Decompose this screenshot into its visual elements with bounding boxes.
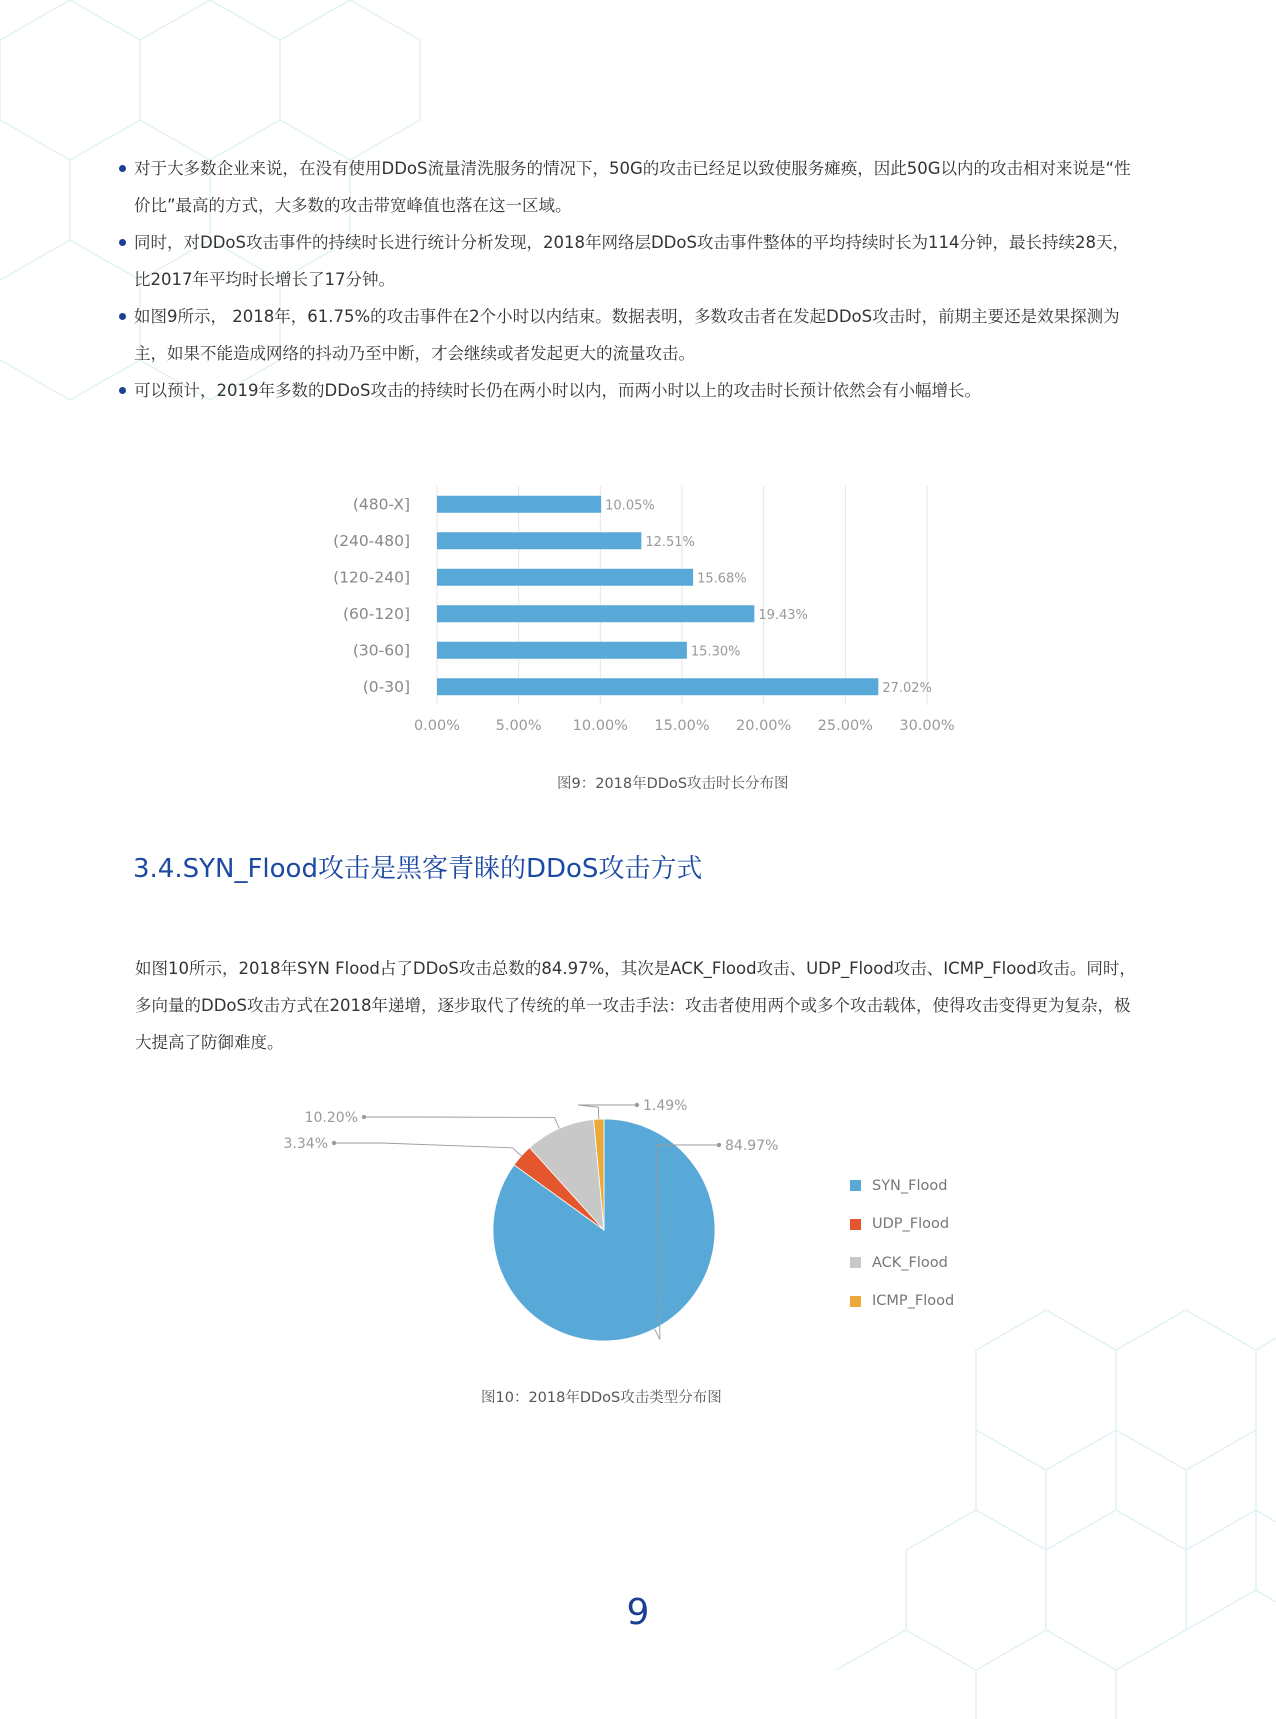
figure10-caption: 图10：2018年DDoS攻击类型分布图 — [481, 1390, 722, 1406]
x-tick-label: 20.00% — [736, 718, 792, 734]
legend-item-udp — [850, 1215, 954, 1234]
bar-value-label: 15.68% — [697, 571, 747, 587]
bar-value-label: 15.30% — [690, 644, 741, 660]
bullet-item: 如图9所示， 2018年，61.75%的攻击事件在2个小时以内结束。数据表明，多数攻击者在发起DDoS攻击时，前期主要还是效果探测为主，如果不能造成网络的抖动乃至中断，才会继续或者发起更大的流量攻击。 — [118, 298, 1138, 372]
bar — [437, 569, 693, 586]
bar-value-label: 19.43% — [758, 607, 808, 623]
bullet-item: 同时，对DDoS攻击事件的持续时长进行统计分析发现，2018年网络层DDoS攻击事件整体的平均持续时长为114分钟，最长持续28天，比2017年平均时长增长了17分钟。 — [118, 224, 1138, 298]
pie-leader-line — [334, 1143, 521, 1156]
duration-bar-chart — [300, 480, 980, 750]
y-category-label: (480-X] — [352, 495, 410, 514]
y-category-label: (240-480] — [333, 531, 410, 550]
bar-value-label: 27.02% — [882, 680, 932, 696]
x-tick-label: 15.00% — [654, 718, 710, 734]
y-category-label: (60-120] — [343, 604, 410, 623]
legend-label: ICMP_Flood — [872, 1293, 955, 1309]
page-number: 9 — [626, 1592, 650, 1633]
hex-background-bottom — [836, 1290, 1276, 1719]
y-category-label: (120-240] — [333, 568, 410, 587]
legend-swatch — [850, 1296, 861, 1307]
legend-swatch — [850, 1180, 861, 1191]
bar-value-label: 12.51% — [645, 534, 695, 550]
x-tick-label: 30.00% — [899, 718, 955, 734]
bullet-item: 对于大多数企业来说，在没有使用DDoS流量清洗服务的情况下，50G的攻击已经足以致使服务瘫痪，因此50G以内的攻击相对来说是“性价比”最高的方式，大多数的攻击带宽峰值也落在这一区域。 — [118, 150, 1138, 224]
pie-leader-dot — [717, 1143, 721, 1147]
bar — [437, 678, 878, 695]
section-paragraph: 如图10所示，2018年SYN Flood占了DDoS攻击总数的84.97%，其次是ACK_Flood攻击、UDP_Flood攻击、ICMP_Flood攻击。同时，多向量的DDoS攻击方式在2018年递增，逐步取代了传统的单一攻击手法：攻击者使用两个或多个攻击载体，使得攻击变得更为复杂，极大提高了防御难度。 — [135, 959, 1136, 1052]
bar — [437, 605, 754, 622]
pie-value-label: 84.97% — [725, 1138, 779, 1154]
attack-type-pie-chart — [283, 1085, 820, 1365]
bullet-item: 可以预计，2019年多数的DDoS攻击的持续时长仍在两小时以内，而两小时以上的攻击时长预计依然会有小幅增长。 — [118, 372, 1138, 409]
bar — [437, 532, 641, 549]
pie-value-label: 10.20% — [304, 1110, 358, 1126]
legend-label: ACK_Flood — [872, 1254, 948, 1271]
pie-leader-line — [578, 1105, 637, 1119]
x-tick-label: 10.00% — [572, 718, 628, 734]
bar — [437, 642, 687, 659]
legend-item-syn — [850, 1176, 954, 1195]
bar — [437, 496, 601, 513]
y-category-label: (30-60] — [352, 641, 410, 660]
legend-label: SYN_Flood — [872, 1177, 948, 1194]
figure9-caption: 图9：2018年DDoS攻击时长分布图 — [557, 776, 789, 792]
pie-value-label: 1.49% — [643, 1098, 688, 1114]
section-title: 3.4.SYN_Flood攻击是黑客青睐的DDoS攻击方式 — [133, 854, 703, 884]
pie-leader-dot — [332, 1141, 336, 1145]
x-tick-label: 25.00% — [817, 718, 873, 734]
x-tick-label: 0.00% — [413, 718, 461, 734]
bar-value-label: 10.05% — [605, 498, 655, 514]
x-tick-label: 5.00% — [495, 718, 542, 734]
y-category-label: (0-30] — [362, 677, 410, 696]
pie-leader-line — [364, 1117, 559, 1128]
legend-item-icmp — [850, 1292, 954, 1311]
bullet-list — [118, 150, 1138, 409]
legend-label: UDP_Flood — [872, 1216, 950, 1232]
legend-item-ack — [850, 1253, 954, 1272]
pie-leader-dot — [362, 1115, 366, 1119]
legend-swatch — [850, 1257, 861, 1268]
legend-swatch — [850, 1219, 861, 1230]
pie-leader-dot — [635, 1103, 639, 1107]
pie-legend — [850, 1176, 954, 1330]
pie-value-label: 3.34% — [283, 1136, 328, 1152]
